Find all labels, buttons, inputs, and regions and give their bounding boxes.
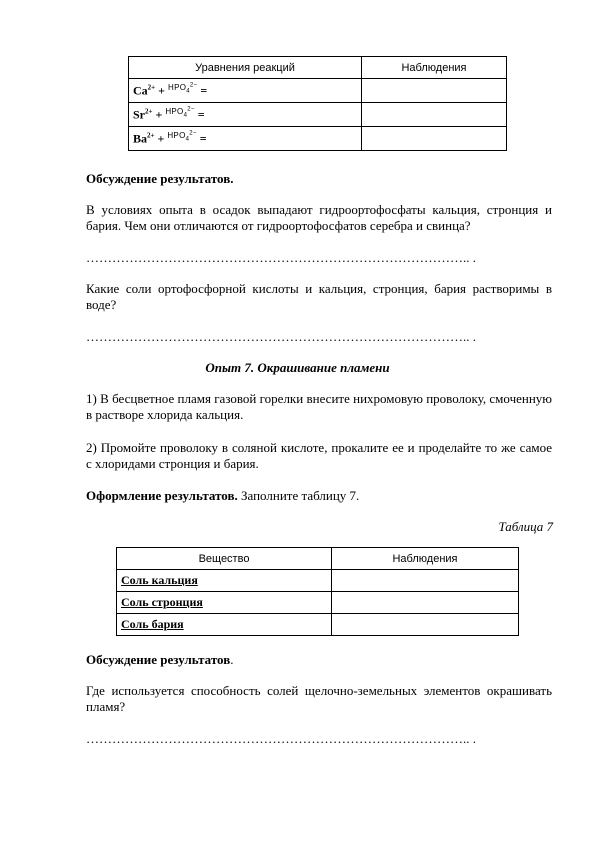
flame-header-substance: Вещество <box>117 548 332 570</box>
reactions-header-observations: Наблюдения <box>362 57 507 79</box>
experiment-title: Опыт 7. Окрашивание пламени <box>205 360 390 375</box>
observation-cell[interactable] <box>362 79 507 103</box>
question-text: Где используется способность солей щелочно-земельных элементов окрашивать пламя? <box>86 683 552 714</box>
equation-cell: $Ba^{2+} + ^{HPO_4^{2-}}$ = <box>129 127 362 151</box>
table-row <box>129 79 507 103</box>
table-row <box>129 127 507 151</box>
observation-cell[interactable] <box>332 570 519 592</box>
flame-header-observations: Наблюдения <box>332 548 519 570</box>
table-row <box>117 614 519 636</box>
equation-cell: $Ca^{2+} + ^{HPO_4^{2-}}$ = <box>129 79 362 103</box>
answer-dots-line[interactable]: …………………………………………………………………………….. . <box>86 250 476 265</box>
table-row <box>129 103 507 127</box>
equation-cell: $Sr^{2+} + ^{HPO_4^{2-}}$ = <box>129 103 362 127</box>
formatting-heading: Оформление результатов. <box>86 488 238 503</box>
discussion-text: В условиях опыта в осадок выпадают гидроортофосфаты кальция, стронция и бария. Чем они отличаются от гидроортофосфатов серебра и свинца? <box>86 202 552 233</box>
substance-cell: Соль бария <box>117 614 332 636</box>
flame-color-table <box>116 547 519 636</box>
formatting-text: Заполните таблицу 7. <box>237 488 360 503</box>
substance-cell: Соль кальция <box>117 570 332 592</box>
experiment-step-1: 1) В бесцветное пламя газовой горелки внесите нихромовую проволоку, смоченную в растворе хлорида кальция. <box>86 391 552 422</box>
table-row <box>117 570 519 592</box>
observation-cell[interactable] <box>362 127 507 151</box>
discussion-heading-paragraph: Обсуждение результатов. <box>86 652 234 667</box>
observation-cell[interactable] <box>332 614 519 636</box>
substance-cell: Соль стронция <box>117 592 332 614</box>
reactions-table <box>128 56 507 151</box>
formatting-paragraph <box>86 488 552 504</box>
observation-cell[interactable] <box>332 592 519 614</box>
table-row <box>117 592 519 614</box>
table-caption: Таблица 7 <box>498 519 553 534</box>
observation-cell[interactable] <box>362 103 507 127</box>
question-text: Какие соли ортофосфорной кислоты и кальция, стронция, бария растворимы в воде? <box>86 281 552 312</box>
reactions-header-equations: Уравнения реакций <box>129 57 362 79</box>
experiment-step-2: 2) Промойте проволоку в соляной кислоте, прокалите ее и проделайте то же самое с хлоридами стронция и бария. <box>86 440 552 471</box>
discussion-heading: Обсуждение результатов <box>86 652 231 667</box>
discussion-heading: Обсуждение результатов. <box>86 171 234 186</box>
answer-dots-line[interactable]: …………………………………………………………………………….. . <box>86 731 476 746</box>
answer-dots-line[interactable]: …………………………………………………………………………….. . <box>86 329 476 344</box>
